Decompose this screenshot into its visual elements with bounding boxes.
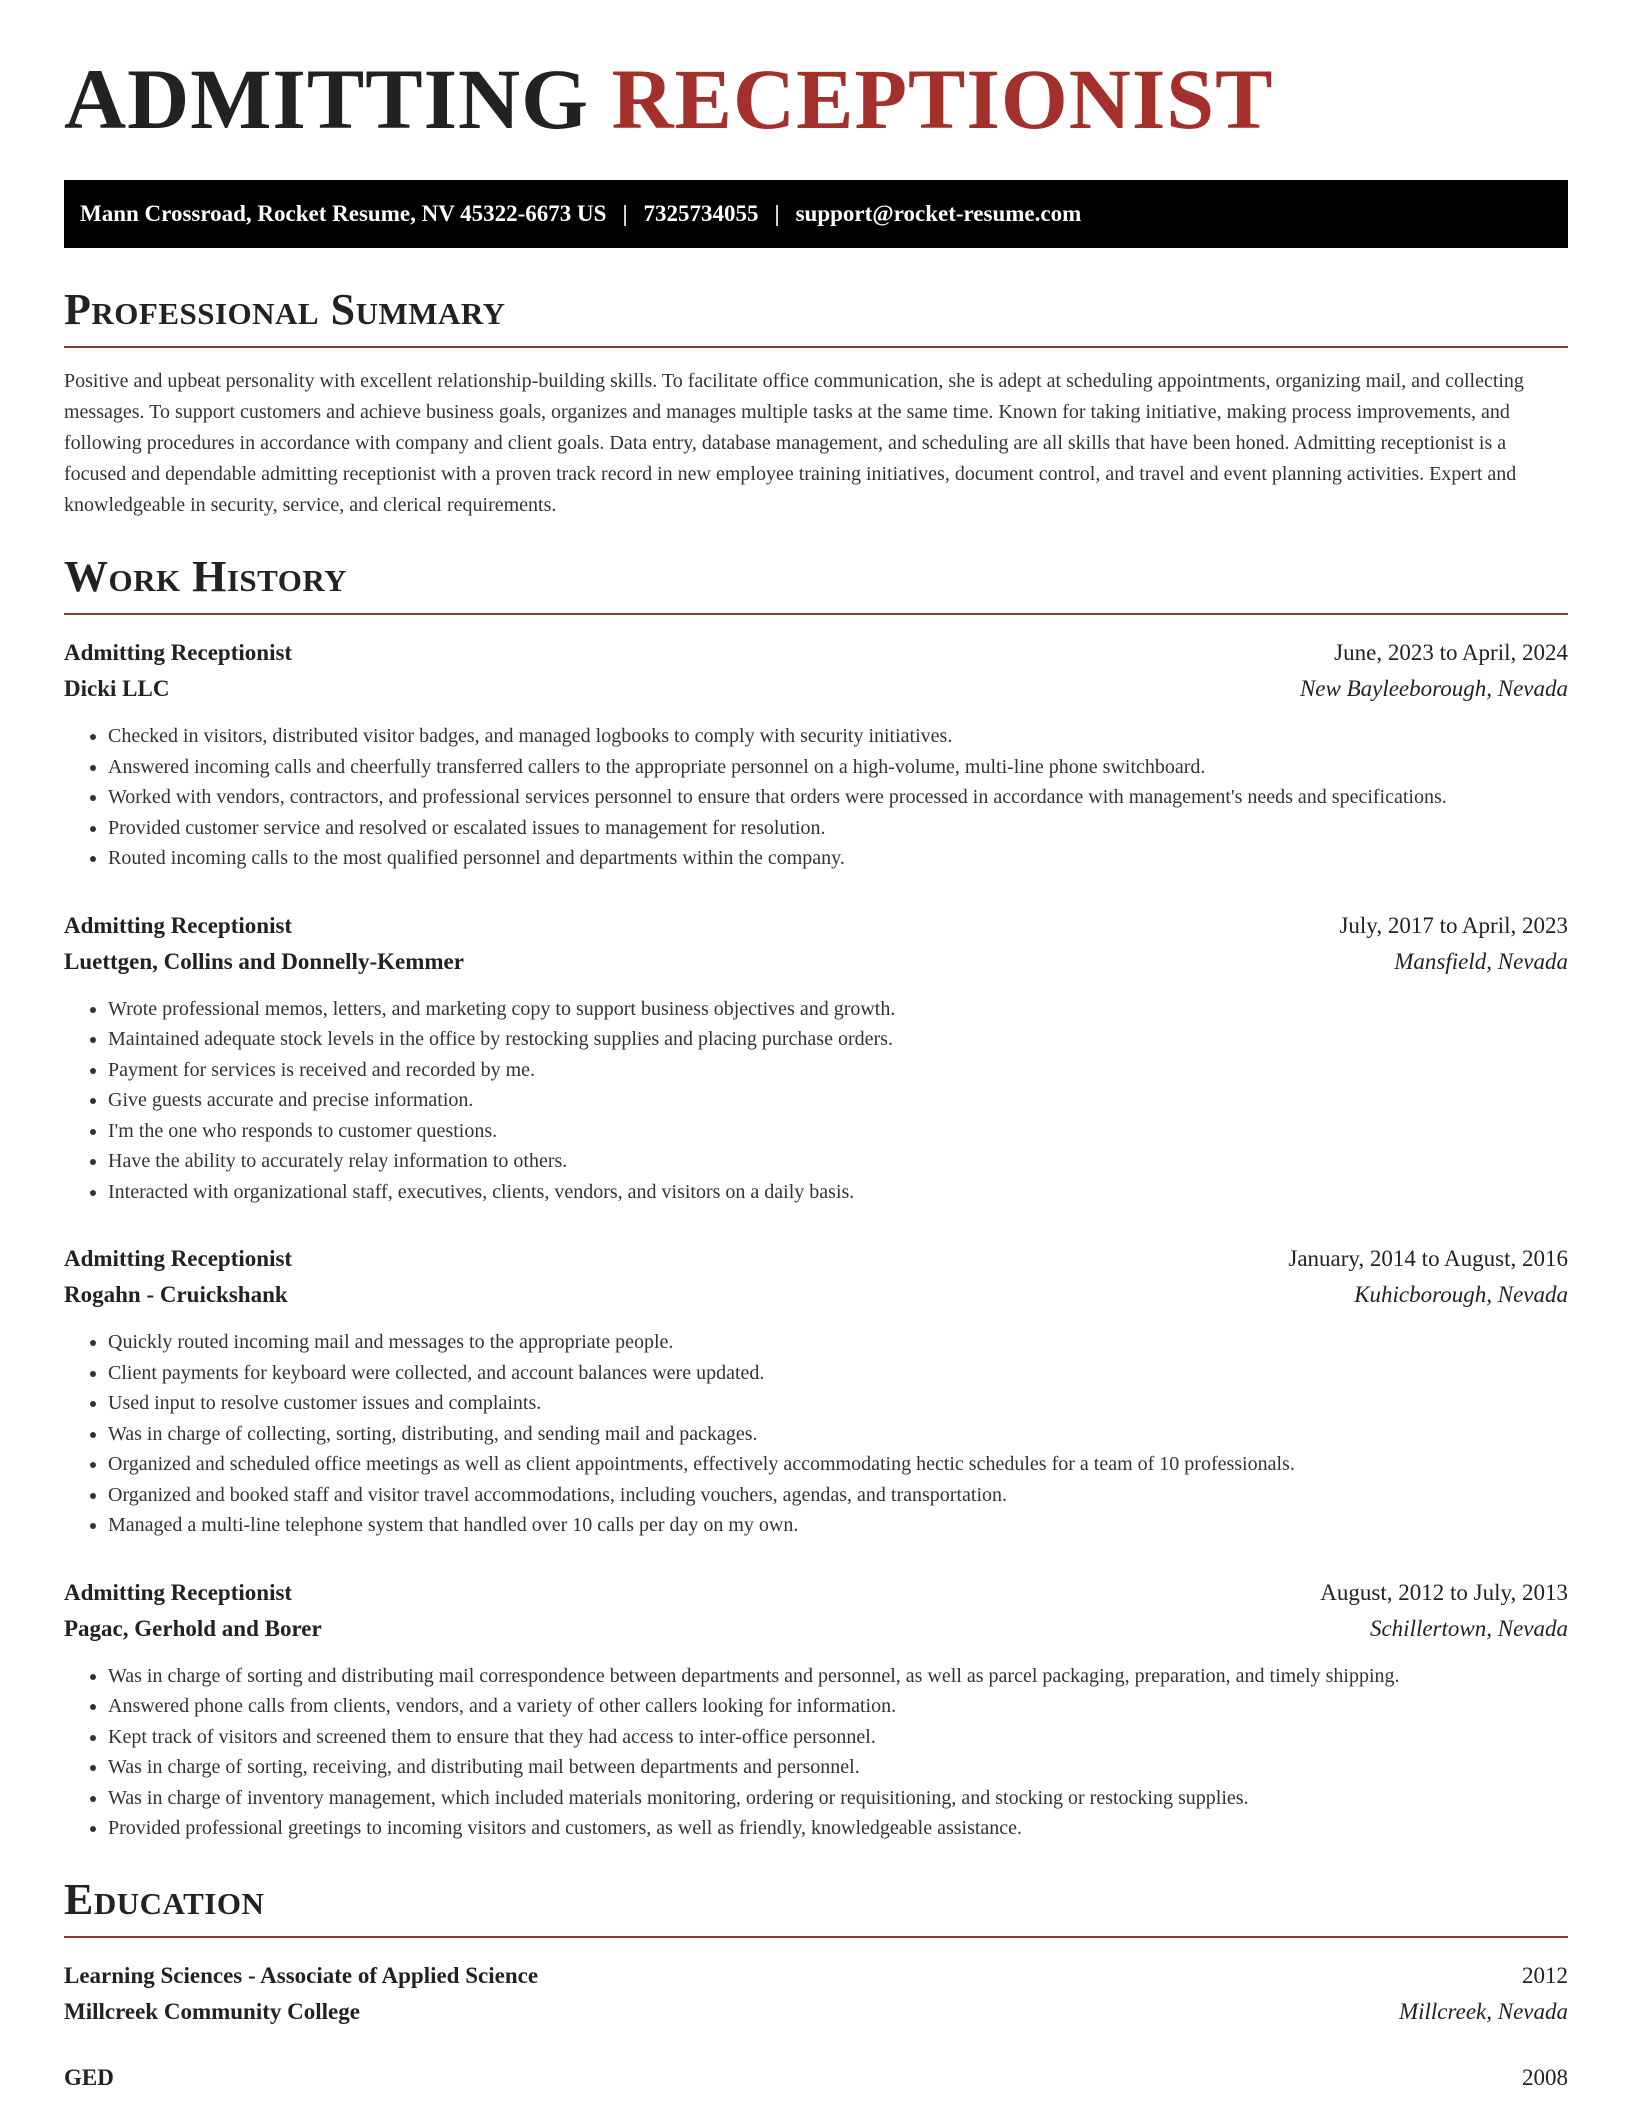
job-bullet: • Managed a multi-line telephone system that handled over 10 calls per day on my own. — [108, 1510, 1568, 1541]
job-bullet: • Provided customer service and resolved or escalated issues to management for resolution. — [108, 813, 1568, 844]
contact-separator: | — [774, 201, 780, 226]
job-bullet: • Provided professional greetings to incoming visitors and customers, as well as friendly, knowledgeable assistance. — [108, 1813, 1568, 1844]
job-entry — [64, 908, 1568, 1208]
title-second-word: RECEPTIONIST — [611, 51, 1274, 147]
education-school: Millcreek Community College — [64, 1998, 360, 2024]
job-title: Admitting Receptionist — [64, 1579, 293, 1605]
job-bullets — [64, 1661, 1568, 1844]
job-entry — [64, 1241, 1568, 1541]
summary-section — [64, 285, 1568, 521]
job-bullet: • Client payments for keyboard were collected, and account balances were updated. — [108, 1358, 1568, 1389]
job-title: Admitting Receptionist — [64, 1246, 293, 1271]
job-entry — [64, 1575, 1568, 1844]
job-bullet: • Used input to resolve customer issues and complaints. — [108, 1388, 1568, 1419]
job-location: Kuhicborough, Nevada — [1354, 1282, 1568, 1307]
section-heading-summary: Professional Summary — [64, 288, 1568, 348]
job-bullet: • Worked with vendors, contractors, and professional services personnel to ensure that orders were processed in accordance with management's needs and specifications. — [108, 782, 1568, 813]
job-bullet: • Have the ability to accurately relay information to others. — [108, 1146, 1568, 1177]
job-location: Mansfield, Nevada — [1394, 948, 1568, 974]
job-dates: June, 2023 to April, 2024 — [1334, 640, 1568, 665]
contact-phone: 7325734055 — [643, 201, 759, 226]
job-bullet: • Routed incoming calls to the most qualified personnel and departments within the company. — [108, 843, 1568, 874]
job-bullets — [64, 994, 1568, 1208]
job-dates: July, 2017 to April, 2023 — [1339, 912, 1568, 938]
job-location: New Bayleeborough, Nevada — [1299, 676, 1568, 701]
job-bullets — [64, 1327, 1568, 1541]
education-year: 2008 — [1522, 2064, 1568, 2090]
education-location: Millcreek, Nevada — [1398, 1998, 1568, 2024]
job-title-row — [64, 1575, 1568, 1611]
resume-title — [64, 51, 1568, 147]
job-bullet: • Was in charge of sorting and distributing mail correspondence between departments and personnel, as well as parcel packaging, preparation, and timely shipping. — [108, 1661, 1568, 1692]
job-location: Schillertown, Nevada — [1369, 1615, 1568, 1641]
work-history-section — [64, 552, 1568, 1844]
job-company: Pagac, Gerhold and Borer — [64, 1615, 322, 1641]
education-degree: Learning Sciences - Associate of Applied Science — [64, 1962, 539, 1988]
job-company: Luettgen, Collins and Donnelly-Kemmer — [64, 948, 464, 974]
job-title: Admitting Receptionist — [64, 912, 293, 938]
job-bullet: • Was in charge of sorting, receiving, and distributing mail between departments and personnel. — [108, 1752, 1568, 1783]
job-company-row — [64, 1611, 1568, 1647]
job-company-row — [64, 1277, 1568, 1313]
section-heading-education: Education — [64, 1878, 1568, 1938]
job-bullet: • Organized and scheduled office meetings as well as client appointments, effectively accommodating hectic schedules for a team of 10 professionals. — [108, 1449, 1568, 1480]
job-bullet: • Answered incoming calls and cheerfully transferred callers to the appropriate personnel on a high-volume, multi-line phone switchboard. — [108, 752, 1568, 783]
job-bullet: • Payment for services is received and recorded by me. — [108, 1055, 1568, 1086]
job-entry — [64, 635, 1568, 874]
job-title: Admitting Receptionist — [64, 640, 293, 665]
education-school-row — [64, 1994, 1568, 2030]
education-degree-row — [64, 2060, 1568, 2096]
job-bullet: • Checked in visitors, distributed visitor badges, and managed logbooks to comply with security initiatives. — [108, 721, 1568, 752]
education-section — [64, 1874, 1568, 2096]
job-company: Dicki LLC — [64, 676, 170, 701]
job-bullet: • Maintained adequate stock levels in the office by restocking supplies and placing purchase orders. — [108, 1024, 1568, 1055]
education-entry — [64, 2060, 1568, 2096]
job-title-row — [64, 908, 1568, 944]
job-bullet: • Organized and booked staff and visitor travel accommodations, including vouchers, agendas, and transportation. — [108, 1480, 1568, 1511]
title-first-word: ADMITTING — [64, 51, 590, 147]
job-dates: January, 2014 to August, 2016 — [1288, 1246, 1568, 1271]
job-company-row — [64, 671, 1568, 707]
job-bullets — [64, 721, 1568, 874]
education-entry — [64, 1958, 1568, 2030]
contact-address: Mann Crossroad, Rocket Resume, NV 45322-6673 US — [80, 201, 607, 226]
job-dates: August, 2012 to July, 2013 — [1320, 1579, 1568, 1605]
education-degree: GED — [64, 2064, 114, 2090]
contact-email: support@rocket-resume.com — [795, 201, 1082, 226]
job-bullet: • Answered phone calls from clients, vendors, and a variety of other callers looking for information. — [108, 1691, 1568, 1722]
job-bullet: • Was in charge of collecting, sorting, distributing, and sending mail and packages. — [108, 1419, 1568, 1450]
job-bullet: • Wrote professional memos, letters, and marketing copy to support business objectives and growth. — [108, 994, 1568, 1025]
job-bullet: • Interacted with organizational staff, executives, clients, vendors, and visitors on a daily basis. — [108, 1177, 1568, 1208]
contact-bar — [64, 180, 1568, 248]
job-bullet: • I'm the one who responds to customer questions. — [108, 1116, 1568, 1147]
job-bullet: • Give guests accurate and precise information. — [108, 1085, 1568, 1116]
contact-separator: | — [622, 201, 628, 226]
job-title-row — [64, 1241, 1568, 1277]
section-heading-work-history: Work History — [64, 555, 1568, 615]
job-title-row — [64, 635, 1568, 671]
job-bullet: • Quickly routed incoming mail and messages to the appropriate people. — [108, 1327, 1568, 1358]
job-bullet: • Was in charge of inventory management, which included materials monitoring, ordering or requisitioning, and stocking or restocking supplies. — [108, 1783, 1568, 1814]
job-company-row — [64, 944, 1568, 980]
summary-text: Positive and upbeat personality with excellent relationship-building skills. To facilitate office communication, she is adept at scheduling appointments, organizing mail, and collecting messages. To support customers and achieve business goals, organizes and manages multiple tasks at the same time. Known for taking initiative, making process improvements, and following procedures in accordance with company and client goals. Data entry, database management, and scheduling are all skills that have been honed. Admitting receptionist is a focused and dependable admitting receptionist with a proven track record in new employee training initiatives, document control, and travel and event planning activities. Expert and knowledgeable in security, service, and clerical requirements. — [64, 370, 1524, 516]
education-degree-row — [64, 1958, 1568, 1994]
education-year: 2012 — [1522, 1962, 1568, 1988]
job-bullet: • Kept track of visitors and screened them to ensure that they had access to inter-office personnel. — [108, 1722, 1568, 1753]
job-company: Rogahn - Cruickshank — [64, 1282, 288, 1307]
